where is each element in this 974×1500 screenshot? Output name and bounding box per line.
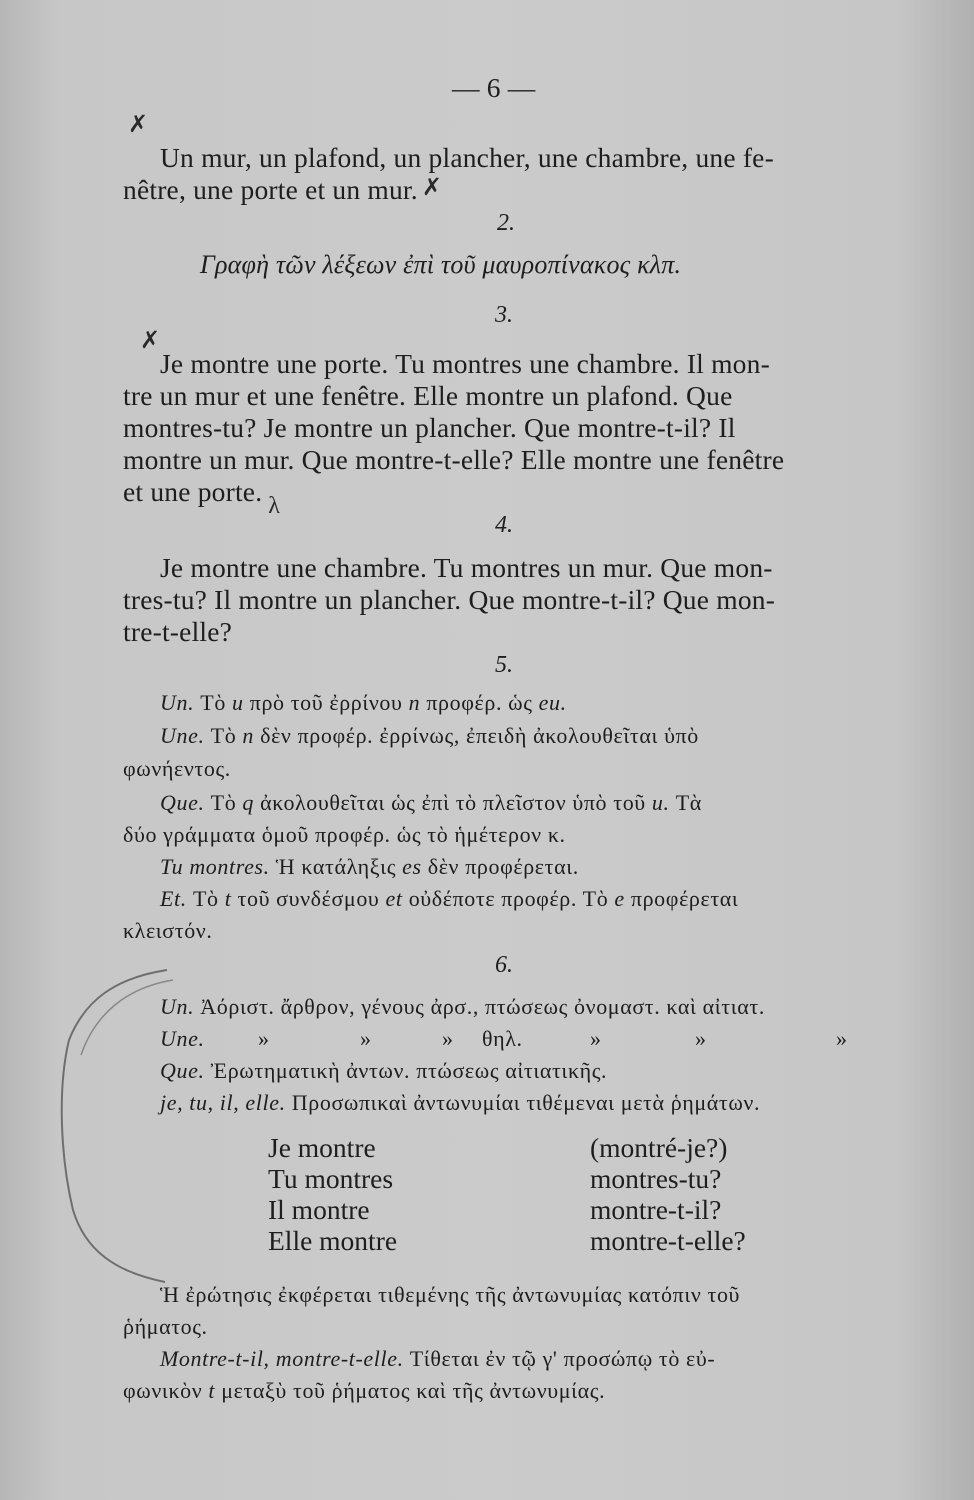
s5-une-line: Une. Τὸ n δὲν προφέρ. ἐρρίνως, ἐπειδὴ ἀκολουθεῖται ὑπὸ [160,723,699,748]
ditto-mark: » [836,1026,848,1051]
ditto-mark: » [590,1026,602,1051]
s6-un-word: Un. [160,994,195,1019]
s5-un-line: Un. Τὸ u πρὸ τοῦ ἐρρίνου n προφέρ. ὡς eu. [160,690,567,715]
s5-que-line-2: δύο γράμματα ὁμοῦ προφέρ. ὡς τὸ ἡμέτερον κ. [123,822,566,847]
s5-et-word: Et. [160,886,187,911]
section-number-5: 5. [495,652,513,678]
section-number-3: 3. [495,302,513,328]
s2-heading: Γραφὴ τῶν λέξεων ἐπὶ τοῦ μαυροπίνακος κλπ. [200,250,682,279]
s6-une-line [160,1026,880,1052]
section-number-2: 2. [497,210,515,236]
pencil-cross-mark: ✗ [140,328,161,354]
table-row: montre-t-elle? [590,1225,746,1256]
s5-une-line-2: φωνήεντος. [123,756,231,781]
table-row: Tu montres [268,1163,394,1194]
s3-line-1: Je montre une porte. Tu montres une chambre. Il mon- [160,348,770,379]
s5-et-line-2: κλειστόν. [123,918,213,943]
s6-question-line-1: Ἡ ἐρώτησις ἐκφέρεται τιθεμένης τῆς ἀντωνυμίας κατόπιν τοῦ [160,1282,741,1307]
section-number-4: 4. [495,512,513,538]
s6-montre-word: Montre-t-il, montre-t-elle. [160,1346,404,1371]
pencil-cross-mark: ✗ [128,112,149,138]
ditto-mark: » [258,1026,270,1051]
s4-line-3: tre-t-elle? [123,616,233,647]
s6-montre-line: Montre-t-il, montre-t-elle. Τίθεται ἐν τῷ γ' προσώπῳ τὸ εὐ- [160,1346,716,1371]
conjugation-table-left [268,1132,397,1256]
conjugation-table-right [590,1132,746,1256]
s6-que-word: Que. [160,1058,205,1083]
s6-je-word: je, tu, il, elle. [160,1090,286,1115]
table-row: Elle montre [268,1225,398,1256]
ditto-mark: » [360,1026,372,1051]
s5-que-word: Que. [160,790,205,815]
s5-une-word: Une. [160,723,205,748]
pencil-lambda-mark: λ [268,493,281,519]
s6-montre-line-2: φωνικὸν t μεταξὺ τοῦ ῥήματος καὶ τῆς ἀντωνυμίας. [123,1378,606,1403]
s6-une-thil: θηλ. [482,1026,523,1051]
s5-tu-word: Tu montres. [160,854,270,879]
s6-que-line: Que. Ἐρωτηματικὴ ἀντων. πτώσεως αἰτιατικῆς. [160,1058,608,1083]
pencil-margin-bracket [55,960,175,1290]
s5-un-word: Un. [160,690,195,715]
s6-question-line-2: ῥήματος. [123,1314,208,1339]
s3-line-4: montre un mur. Que montre-t-elle? Elle montre une fenêtre [123,444,785,475]
s1-line-1: Un mur, un plafond, un plancher, une chambre, une fe- [160,142,774,173]
table-row: montres-tu? [590,1163,722,1194]
pencil-cross-mark: ✗ [421,175,443,201]
ditto-mark: » [695,1026,707,1051]
s3-line-2: tre un mur et une fenêtre. Elle montre un plafond. Que [123,380,733,411]
table-row: Il montre [268,1194,370,1225]
s5-tu-line: Tu montres. Ἡ κατάληξις es δὲν προφέρεται. [160,854,579,879]
ditto-mark: » [442,1026,454,1051]
s4-line-2: tres-tu? Il montre un plancher. Que montre-t-il? Que mon- [123,584,776,615]
table-row: montre-t-il? [590,1194,722,1225]
section-number-6: 6. [495,952,513,978]
page-number: — 6 — [452,72,536,103]
s3-line-3: montres-tu? Je montre un plancher. Que montre-t-il? Il [123,412,736,443]
table-row: (montré-je?) [590,1132,728,1163]
s6-une-word: Une. [160,1026,205,1051]
s6-je-line: je, tu, il, elle. Προσωπικαὶ ἀντωνυμίαι τιθέμεναι μετὰ ῥημάτων. [160,1090,761,1115]
table-row: Je montre [268,1132,376,1163]
s5-que-line: Que. Τὸ q ἀκολουθεῖται ὡς ἐπὶ τὸ πλεῖστον ὑπὸ τοῦ u. Τὰ [160,790,702,815]
s6-un-line: Un. Ἀόριστ. ἄρθρον, γένους ἀρσ., πτώσεως ὀνομαστ. καὶ αἰτιατ. [160,994,765,1019]
s1-line-2: nêtre, une porte et un mur. ✗ [123,174,443,205]
s5-et-line: Et. Τὸ t τοῦ συνδέσμου et οὐδέποτε προφέρ. Τὸ e προφέρεται [160,886,739,911]
s3-line-5: et une porte. λ [123,476,281,519]
s4-line-1: Je montre une chambre. Tu montres un mur. Que mon- [160,552,773,583]
